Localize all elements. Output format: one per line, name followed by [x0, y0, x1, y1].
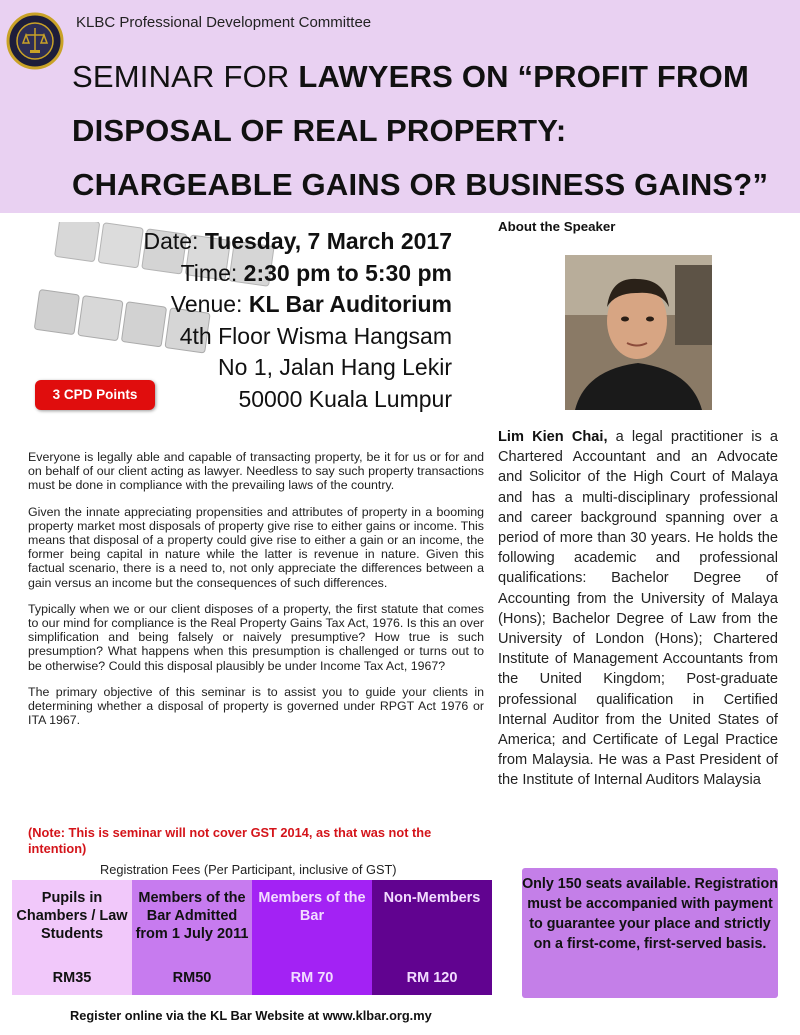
address-line-1: 4th Floor Wisma Hangsam: [179, 322, 452, 349]
committee-name: KLBC Professional Development Committee: [76, 14, 372, 31]
fees-caption: Registration Fees (Per Participant, inclusive of GST): [100, 862, 397, 877]
fee-column-new-members: [132, 880, 252, 995]
venue-value: KL Bar Auditorium: [248, 291, 452, 317]
seminar-title: [72, 50, 787, 212]
date-value: Tuesday, 7 March 2017: [204, 228, 452, 254]
title-main: LAWYERS ON “PROFIT FROM DISPOSAL OF REAL PROPERTY: CHARGEABLE GAINS OR BUSINESS GAINS?”: [72, 59, 769, 202]
description-paragraph-2: Given the innate appreciating propensities and attributes of property in a booming property market most disposals of property give rise to either gains or income. This means that disposal of a property could give rise to either a gain or an income, the former being capital in nature while the latter is revenue in nature. Given this factual scenario, there is a need to, not only appreciate the differences between a gain versus an income but the consequences of such differences.: [28, 504, 484, 590]
event-date: [60, 226, 452, 258]
speaker-bio-text: a legal practitioner is a Chartered Accountant and an Advocate and Solicitor of the High Court of Malaya and has a multi-disciplinary professional and career background spanning over a period of more than 30 years. He holds the following academic and professional qualifications: Bachelor Degree of Accounting from the University of Malaya (Hons); Bachelor Degree of Law from the University of London (Hons); Chartered Institute of Management Accountants from the United Kingdom; Post-graduate professional qualification in Certified Internal Auditor from the United States of America; and Certificate of Legal Practice from Malaysia. He was a Past President of the Institute of Internal Auditors Malaysia: [498, 429, 779, 789]
fee-price: RM50: [172, 970, 212, 986]
description-paragraph-4: The primary objective of this seminar is to assist you to guide your clients in determining whether a disposal of property is governed under RPGT Act 1976 or ITA 1967.: [28, 684, 484, 728]
header-banner: [0, 0, 800, 213]
seats-notice: Only 150 seats available. Registration must be accompanied with payment to guarantee your place and strictly on a first-come, first-served basis.: [522, 868, 778, 998]
fee-label: Pupils in Chambers / Law Students: [16, 890, 128, 942]
fee-label: Members of the Bar: [258, 890, 366, 924]
fee-price: RM 120: [406, 970, 458, 986]
about-speaker-heading: About the Speaker: [498, 219, 616, 234]
register-online-text: Register online via the KL Bar Website at www.klbar.org.my: [70, 1008, 432, 1023]
description-paragraph-1: Everyone is legally able and capable of transacting property, be it for us or for and on behalf of our client acting as lawyer. Needless to say such property transactions must be done in compliance with the prevailing laws of the country.: [28, 450, 484, 493]
date-label: Date:: [143, 228, 205, 254]
fee-label: Non-Members: [383, 890, 481, 906]
speaker-photo: [565, 255, 712, 410]
address-line-3: 50000 Kuala Lumpur: [238, 385, 452, 412]
fee-column-members: [252, 880, 372, 995]
time-label: Time:: [180, 259, 244, 286]
address-line-2: No 1, Jalan Hang Lekir: [218, 354, 452, 380]
speaker-bio: [498, 427, 778, 791]
fee-label: Members of the Bar Admitted from 1 July 2011: [135, 890, 249, 942]
cpd-points-badge: 3 CPD Points: [35, 380, 155, 410]
kl-bar-logo: [6, 8, 64, 74]
description-paragraph-3: Typically when we or our client disposes of a property, the first statute that comes to our mind for compliance is the Real Property Gains Tax Act, 1976. Is this an over simplification and being falsely or naively presumptive? How true is such presumption? What happens when this presumption is challenged or turns out to be otherwise? Could this disposal plausibly be under Income Tax Act, 1967?: [28, 601, 484, 673]
fee-price: RM35: [52, 970, 92, 986]
venue-label: Venue:: [170, 291, 249, 317]
time-value: 2:30 pm to 5:30 pm: [243, 259, 452, 286]
seminar-description: [28, 450, 484, 739]
event-time: [60, 258, 452, 290]
gst-note: (Note: This is seminar will not cover GST 2014, as that was not the intention): [28, 825, 432, 856]
speaker-name: Lim Kien Chai,: [498, 429, 608, 445]
title-prefix: SEMINAR FOR: [72, 59, 299, 94]
registration-fees-table: [12, 880, 492, 995]
fee-column-non-members: [372, 880, 492, 995]
event-venue: [60, 289, 452, 321]
fee-price: RM 70: [290, 970, 334, 986]
fee-column-students: [12, 880, 132, 995]
